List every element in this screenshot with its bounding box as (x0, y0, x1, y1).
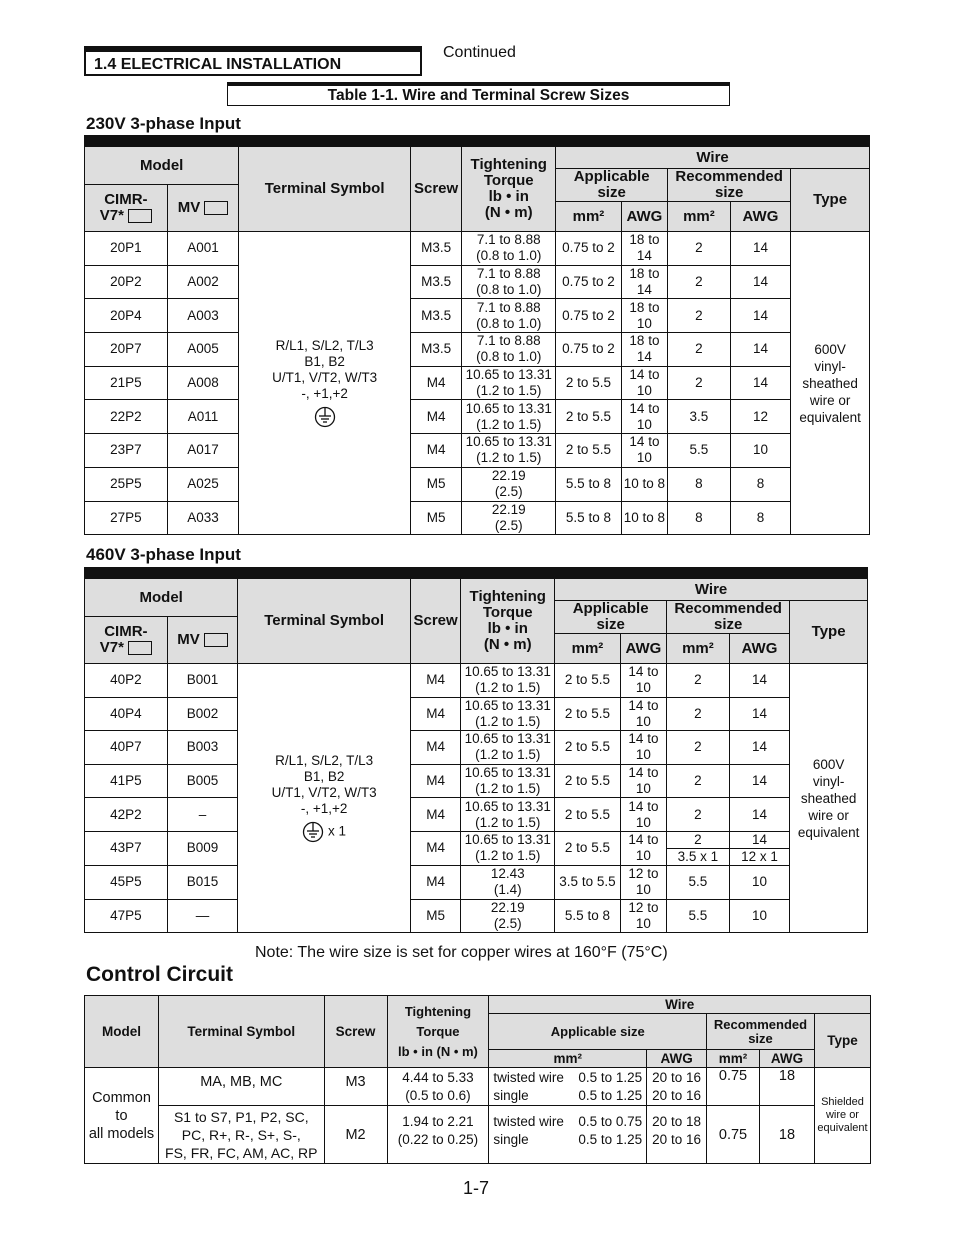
col-terminal: Terminal Symbol (239, 147, 411, 232)
section-460v-title: 460V 3-phase Input (86, 545, 241, 564)
col-mv: MV (167, 617, 238, 664)
col-wire: Wire (556, 147, 870, 169)
section-heading: 1.4 ELECTRICAL INSTALLATION (84, 46, 422, 76)
col-type: Type (791, 169, 870, 232)
table-row: 25P5 A025 M5 22.19 (2.5) 5.5 to 8 10 to 8 8 8 (85, 467, 870, 501)
col-model: Model (85, 579, 238, 617)
terminal-symbols: R/L1, S/L2, T/L3 B1, B2 U/T1, V/T2, W/T3 -, +1,+2 x 1 (238, 664, 411, 933)
table-230v: Model Terminal Symbol Screw Tightening Torque lb • in (N • m) Wire Applicable size Recommended size Type CIMR- V7* MV mm² AWG mm² AWG 20P1 A001 R/L1, S/L2, T/L3 B1, B2 U/T1, V/T2, W/T3 -, +1,+2 M3.5 7.1 to 8.88 (0.8 to 1.0) 0.75 to 2 18 to 14 2 14 600V vinyl- sheathed wire or equivalent 20P2 A002 M3.5 7.1 to 8.88 (0.8 to 1.0) 0.75 to 2 18 to 14 2 14 20P4 A003 M3.5 7.1 to 8.88 (0.8 to 1.0) 0.75 to 2 18 to 10 2 14 20P7 A005 M3.5 7.1 to 8.88 (0.8 to 1.0) 0.75 to 2 18 to 14 2 14 21P5 A008 M4 10.65 to 13.31 (1.2 to 1.5) 2 to 5.5 14 to 10 2 14 22P2 A011 M4 10.65 to 13.31 (1.2 to 1.5) 2 to 5.5 14 to 10 3.5 12 23P7 A017 M4 10.65 to 13.31 (1.2 to 1.5) 2 to 5.5 14 to 10 5.5 10 25P5 A025 M5 22.19 (2.5) 5.5 to 8 10 to 8 8 8 27P5 A033 M5 22.19 (2.5) 5.5 to 8 10 to 8 8 8 (84, 146, 870, 535)
col-recommended: Recommended size (667, 601, 790, 634)
col-model: Model (85, 147, 239, 185)
table-row: 40P7 B003 M4 10.65 to 13.31 (1.2 to 1.5) 2 to 5.5 14 to 10 2 14 (85, 731, 868, 765)
col-screw: Screw (410, 579, 460, 664)
table-row: 23P7 A017 M4 10.65 to 13.31 (1.2 to 1.5) 2 to 5.5 14 to 10 5.5 10 (85, 434, 870, 468)
ctl-type: Shielded wire or equivalent (814, 1068, 870, 1164)
control-circuit-title: Control Circuit (86, 963, 233, 986)
section-230v-title: 230V 3-phase Input (86, 114, 241, 133)
table-row: 41P5 B005 M4 10.65 to 13.31 (1.2 to 1.5) 2 to 5.5 14 to 10 2 14 (85, 764, 868, 798)
ctl-model: Common to all models (85, 1068, 159, 1164)
table-row: 40P4 B002 M4 10.65 to 13.31 (1.2 to 1.5) 2 to 5.5 14 to 10 2 14 (85, 697, 868, 731)
col-cimr: CIMR- V7* (85, 617, 168, 664)
table-row: 43P7 B009 M4 10.65 to 13.31 (1.2 to 1.5) 2 to 5.5 14 to 10 2 3.5 x 1 14 12 x 1 (85, 831, 868, 865)
ctl-col-model: Model (85, 996, 159, 1068)
col-recommended: Recommended size (668, 169, 791, 202)
table-row: 20P4 A003 M3.5 7.1 to 8.88 (0.8 to 1.0) 0.75 to 2 18 to 10 2 14 (85, 299, 870, 333)
table-row: 40P2 B001 R/L1, S/L2, T/L3 B1, B2 U/T1, V/T2, W/T3 -, +1,+2 x 1 M4 10.65 to 13.31 (1.2 to 1.5) 2 to 5.5 14 to 10 2 14 600V vinyl- sheathed wire or equivalent (85, 664, 868, 698)
table-row: Common to all models MA, MB, MC M3 4.44 to 5.33 (0.5 to 0.6) twisted wire 0.5 to 1.25 single 0.5 to 1.25 20 to 16 20 to 16 0.75 18 Shielded wire or equivalent (85, 1068, 871, 1106)
ctl-col-wire: Wire (489, 996, 871, 1014)
ctl-col-terminal: Terminal Symbol (158, 996, 324, 1068)
ground-icon (302, 821, 324, 843)
col-applicable: Applicable size (555, 601, 667, 634)
table-row: 22P2 A011 M4 10.65 to 13.31 (1.2 to 1.5) 2 to 5.5 14 to 10 3.5 12 (85, 400, 870, 434)
ctl-col-applicable: Applicable size (489, 1014, 707, 1050)
table-row: 20P1 A001 R/L1, S/L2, T/L3 B1, B2 U/T1, V/T2, W/T3 -, +1,+2 M3.5 7.1 to 8.88 (0.8 to 1.0) 0.75 to 2 18 to 14 2 14 600V vinyl- sheathed wire or equivalent (85, 232, 870, 266)
table-row: 47P5 — M5 22.19 (2.5) 5.5 to 8 12 to 10 5.5 10 (85, 899, 868, 933)
table-row: 42P2 – M4 10.65 to 13.31 (1.2 to 1.5) 2 to 5.5 14 to 10 2 14 (85, 798, 868, 832)
table-row: 27P5 A033 M5 22.19 (2.5) 5.5 to 8 10 to 8 8 8 (85, 501, 870, 535)
terminal-symbols: R/L1, S/L2, T/L3 B1, B2 U/T1, V/T2, W/T3 -, +1,+2 (239, 232, 411, 535)
page-number: 1-7 (463, 1178, 490, 1198)
table-row: 45P5 B015 M4 12.43 (1.4) 3.5 to 5.5 12 to 10 5.5 10 (85, 865, 868, 899)
wire-type: 600V vinyl- sheathed wire or equivalent (790, 664, 868, 933)
control-table: Model Terminal Symbol Screw Tightening Torque lb • in (N • m) Wire Applicable size Recommended size Type mm² AWG mm² AWG Common to all models MA, MB, MC M3 4.44 to 5.33 (0.5 to 0.6) twisted wire 0.5 to 1.25 single 0.5 to 1.25 20 to 16 20 to 16 0.75 18 Shielded wire or equivalent S1 to S7, P1, P2, SC, PC, R+, R-, S+, S-, FS, FR, FC, AM, AC, RP M2 1.94 to 2.21 (0.22 to 0.25) twisted wire 0.5 to 0.75 single 0.5 to 1.25 20 to 18 20 to 16 0.75 18 (84, 995, 871, 1164)
ctl-col-recommended: Recommended size (707, 1014, 815, 1050)
table-title: Table 1-1. Wire and Terminal Screw Sizes (227, 82, 730, 106)
ground-icon (314, 406, 336, 428)
col-mv: MV (167, 185, 239, 232)
ctl-col-type: Type (814, 1014, 870, 1068)
col-cimr: CIMR- V7* (85, 185, 168, 232)
ctl-col-torque: Tightening Torque lb • in (N • m) (387, 996, 489, 1068)
col-screw: Screw (410, 147, 461, 232)
col-applicable: Applicable size (556, 169, 668, 202)
table-row: 20P2 A002 M3.5 7.1 to 8.88 (0.8 to 1.0) 0.75 to 2 18 to 14 2 14 (85, 265, 870, 299)
col-wire: Wire (555, 579, 868, 601)
table-row: 21P5 A008 M4 10.65 to 13.31 (1.2 to 1.5) 2 to 5.5 14 to 10 2 14 (85, 366, 870, 400)
col-type: Type (790, 601, 868, 664)
col-torque: Tightening Torque lb • in (N • m) (461, 579, 555, 664)
note-text: Note: The wire size is set for copper wires at 160°F (75°C) (255, 944, 668, 961)
col-terminal: Terminal Symbol (238, 579, 411, 664)
continued-label: Continued (443, 44, 516, 61)
col-torque: Tightening Torque lb • in (N • m) (462, 147, 556, 232)
table-row: 20P7 A005 M3.5 7.1 to 8.88 (0.8 to 1.0) 0.75 to 2 18 to 14 2 14 (85, 333, 870, 367)
wire-type: 600V vinyl- sheathed wire or equivalent (791, 232, 870, 535)
table-row: S1 to S7, P1, P2, SC, PC, R+, R-, S+, S-, FS, FR, FC, AM, AC, RP M2 1.94 to 2.21 (0.22 to 0.25) twisted wire 0.5 to 0.75 single 0.5 to 1.25 20 to 18 20 to 16 0.75 18 (85, 1106, 871, 1164)
ctl-col-screw: Screw (324, 996, 387, 1068)
table-460v: Model Terminal Symbol Screw Tightening Torque lb • in (N • m) Wire Applicable size Recommended size Type CIMR- V7* MV mm² AWG mm² AWG 40P2 B001 R/L1, S/L2, T/L3 B1, B2 U/T1, V/T2, W/T3 -, +1,+2 x 1 M4 10.65 to 13.31 (1.2 to 1.5) 2 to 5.5 14 to 10 2 14 600V vinyl- sheathed wire or equivalent 40P4 B002 M4 10.65 to 13.31 (1.2 to 1.5) 2 to 5.5 14 to 10 2 14 40P7 B003 M4 10.65 to 13.31 (1.2 to 1.5) 2 to 5.5 14 to 10 2 14 41P5 B005 M4 10.65 to 13.31 (1.2 to 1.5) 2 to 5.5 14 to 10 2 14 42P2 – M4 10.65 to 13.31 (1.2 to 1.5) 2 to 5.5 14 to 10 2 14 43P7 B009 M4 10.65 to 13.31 (1.2 to 1.5) 2 to 5.5 14 to 10 2 3.5 x 1 14 12 x 1 45P5 B015 M4 12.43 (1.4) 3.5 to 5.5 12 to 10 5.5 10 47P5 — M5 22.19 (2.5) 5.5 to 8 12 to 10 5.5 10 (84, 578, 868, 933)
